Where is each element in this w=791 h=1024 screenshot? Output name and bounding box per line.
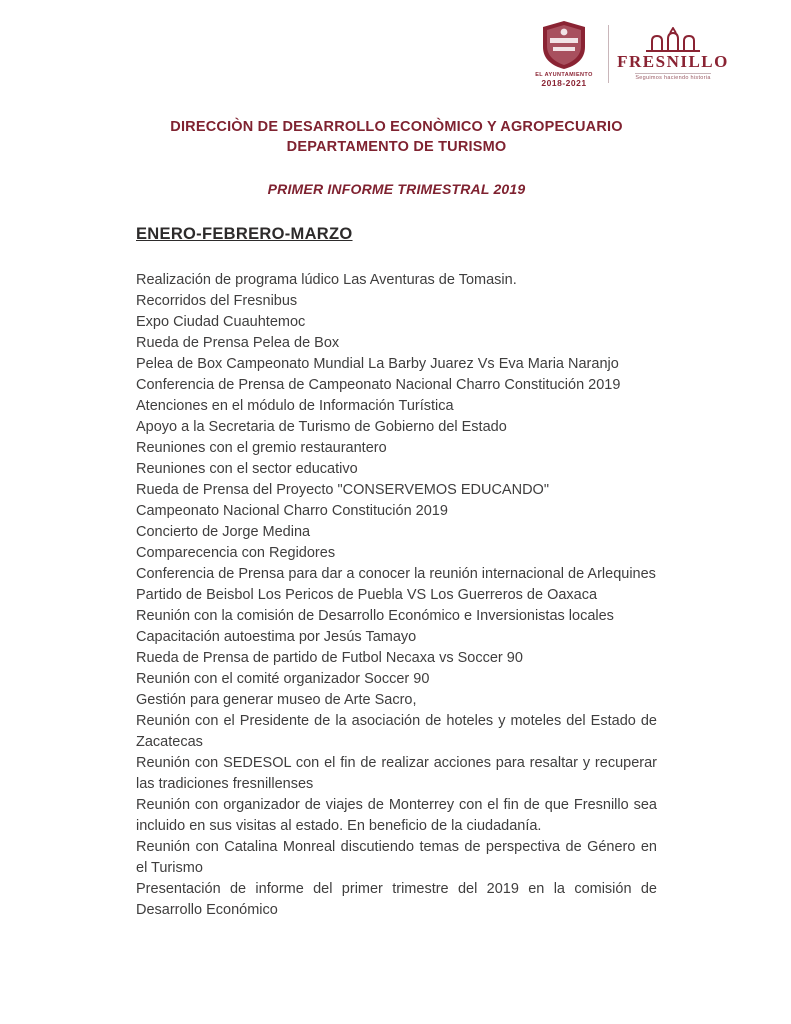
list-item: Concierto de Jorge Medina bbox=[136, 524, 311, 541]
list-item: Reuniones con el gremio restaurantero bbox=[136, 440, 387, 457]
seal-label: EL AYUNTAMIENTO bbox=[535, 72, 593, 78]
list-item: Reunión con el comité organizador Soccer 90 bbox=[136, 671, 430, 688]
list-item: Recorridos del Fresnibus bbox=[136, 293, 298, 310]
seal-years: 2018-2021 bbox=[541, 78, 587, 88]
activity-list bbox=[136, 270, 657, 921]
document-subtitle: PRIMER INFORME TRIMESTRAL 2019 bbox=[267, 181, 526, 198]
list-item: Reunión con Catalina Monreal discutiendo temas de perspectiva de Género en el Turismo bbox=[136, 839, 657, 877]
list-item: Comparecencia con Regidores bbox=[136, 545, 336, 562]
list-item: Conferencia de Prensa para dar a conocer la reunión internacional de Arlequines bbox=[136, 566, 656, 583]
list-item: Realización de programa lúdico Las Aventuras de Tomasin. bbox=[136, 272, 517, 289]
list-item: Gestión para generar museo de Arte Sacro, bbox=[136, 692, 417, 709]
page-header bbox=[532, 20, 729, 88]
building-icon bbox=[644, 27, 702, 53]
list-item: Expo Ciudad Cuauhtemoc bbox=[136, 314, 306, 331]
list-item: Rueda de Prensa Pelea de Box bbox=[136, 335, 340, 352]
list-item: Reunión con organizador de viajes de Monterrey con el fin de que Fresnillo sea incluido en sus visitas al estado. En beneficio de la ciudadanía. bbox=[136, 797, 657, 835]
list-item: Partido de Beisbol Los Pericos de Puebla VS Los Guerreros de Oaxaca bbox=[136, 587, 598, 604]
list-item: Rueda de Prensa de partido de Futbol Necaxa vs Soccer 90 bbox=[136, 650, 523, 667]
list-item: Atenciones en el módulo de Información Turística bbox=[136, 398, 454, 415]
list-item: Reuniones con el sector educativo bbox=[136, 461, 358, 478]
brand-tagline: Seguimos haciendo historia bbox=[635, 75, 711, 82]
document-title-line1: DIRECCIÒN DE DESARROLLO ECONÒMICO Y AGROPECUARIO bbox=[170, 119, 623, 135]
document-title-line2: DEPARTAMENTO DE TURISMO bbox=[286, 138, 507, 155]
list-item: Rueda de Prensa del Proyecto "CONSERVEMOS EDUCANDO" bbox=[136, 482, 549, 499]
list-item: Reunión con SEDESOL con el fin de realizar acciones para resaltar y recuperar las tradiciones fresnillenses bbox=[136, 755, 657, 793]
list-item: Reunión con la comisión de Desarrollo Económico e Inversionistas locales bbox=[136, 608, 614, 625]
list-item: Conferencia de Prensa de Campeonato Nacional Charro Constitución 2019 bbox=[136, 377, 621, 394]
list-item: Pelea de Box Campeonato Mundial La Barby Juarez Vs Eva Maria Naranjo bbox=[136, 356, 619, 373]
section-heading: ENERO-FEBRERO-MARZO bbox=[136, 225, 353, 244]
municipal-seal bbox=[532, 20, 596, 88]
list-item: Presentación de informe del primer trimestre del 2019 en la comisión de Desarrollo Económico bbox=[136, 881, 657, 919]
brand-name: FRESNILLO bbox=[617, 51, 729, 71]
list-item: Reunión con el Presidente de la asociación de hoteles y moteles del Estado de Zacatecas bbox=[136, 713, 657, 751]
list-item: Apoyo a la Secretaria de Turismo de Gobierno del Estado bbox=[136, 419, 507, 436]
municipal-crest-icon bbox=[541, 20, 587, 70]
list-item: Campeonato Nacional Charro Constitución 2019 bbox=[136, 503, 448, 520]
list-item: Capacitación autoestima por Jesús Tamayo bbox=[136, 629, 417, 646]
logo-divider bbox=[608, 25, 609, 83]
document-body bbox=[136, 118, 657, 921]
fresnillo-logo bbox=[617, 27, 729, 82]
document-title bbox=[136, 118, 657, 157]
